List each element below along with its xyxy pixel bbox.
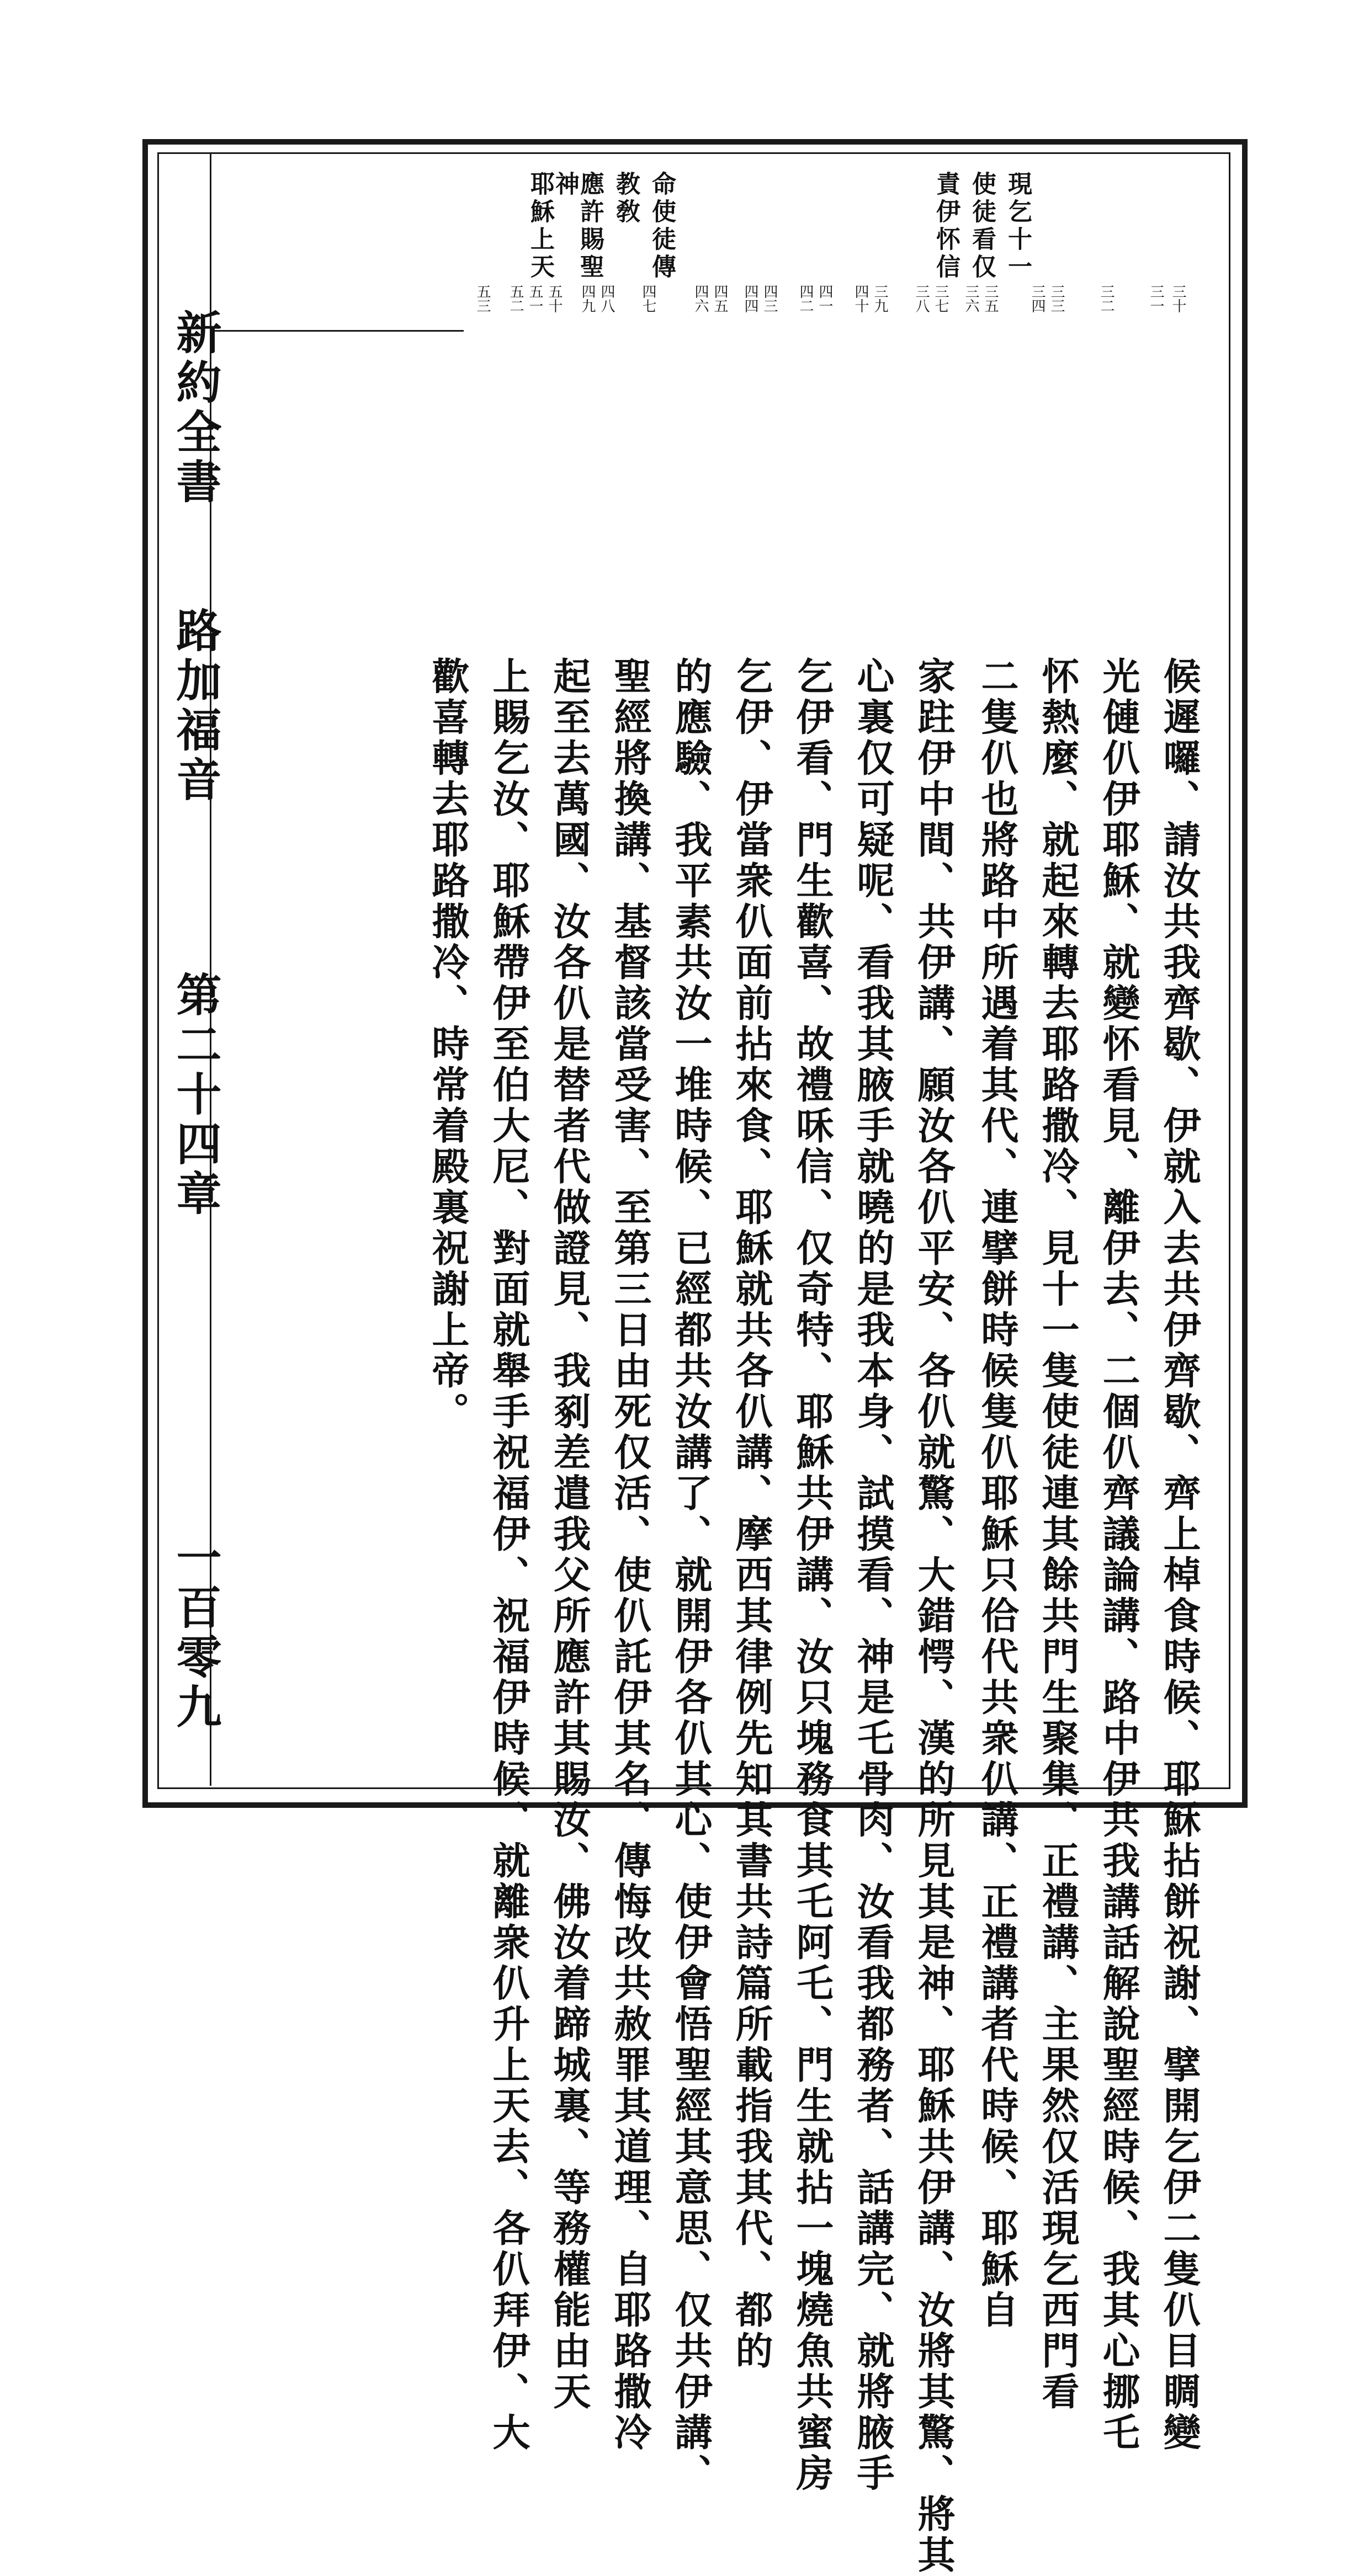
headnote-line: 神 <box>551 171 579 199</box>
headnote-line: 耶穌上天 <box>526 171 554 281</box>
gospel-name: 路加福音 <box>169 607 222 806</box>
text-column-11: 起至去萬國、汝各仈是替者代做證見、我剢差遣我父所應許其賜汝、佛汝着蹄城裏、等務權能由天 <box>547 657 591 2413</box>
verse-number: 四五 <box>712 284 728 313</box>
verse-number: 三三 <box>1048 284 1065 313</box>
text-column-2: 光僆仈伊耶穌、就變怀看見、離伊去、二個仈齊議論講、路中伊共我講話解說聖經時候、我其心挪乇 <box>1096 657 1140 2453</box>
verse-number: 五三 <box>474 284 491 313</box>
verse-number: 四七 <box>640 284 656 313</box>
verse-number: 三八 <box>913 284 930 313</box>
verse-number: 五一 <box>527 284 543 313</box>
scripture-body <box>215 326 1225 2576</box>
verse-number: 三二 <box>1098 284 1115 313</box>
headnote-line: 應許賜聖 <box>576 171 604 281</box>
headnote-line: 使徒看仅 <box>968 171 996 281</box>
text-column-12: 上賜乞汝、耶穌帶伊至伯大尼、對面就舉手祝福伊、祝福伊時候、就離衆仈升上天去、各仈拜伊、大 <box>486 657 530 2453</box>
text-column-10: 聖經將換講、基督該當受害、至第三日由死仅活、使仈託伊其名、傳悔改共赦罪其道理、自耶路撒冷 <box>608 657 652 2453</box>
verse-number: 四十 <box>852 284 869 313</box>
verse-number: 三十 <box>1170 284 1186 313</box>
headnote-line: 責伊怀信 <box>932 171 960 281</box>
verse-number: 四四 <box>742 284 758 313</box>
page-number: 一百零九 <box>169 1534 222 1733</box>
verse-number: 四六 <box>692 284 709 313</box>
verse-number: 三五 <box>982 284 999 313</box>
text-column-8: 乞伊、伊當衆仈面前拈來食、耶穌就共各仈講、摩西其律例先知其書共詩篇所載指我其代、都的 <box>729 657 773 2372</box>
verse-number: 三一 <box>1148 284 1164 313</box>
text-column-5: 家跓伊中間、共伊講、願汝各仈平安、各仈就驚、大錯愕、漢的所見其是神、耶穌共伊講、汝將其驚、將其 <box>911 657 956 2576</box>
headnote-line: 現乞十一 <box>1004 171 1032 281</box>
book-title: 新約全書 <box>169 309 222 508</box>
verse-number: 四三 <box>761 284 778 313</box>
verse-number: 四二 <box>797 284 814 313</box>
verse-number: 三六 <box>963 284 979 313</box>
verse-number: 四九 <box>579 284 596 313</box>
chapter-label: 第二十四章 <box>169 971 222 1220</box>
text-column-3: 怀熱麼、就起來轉去耶路撒冷、見十一隻使徒連其餘共門生聚集、正禮講、主果然仅活現乞西門看 <box>1036 657 1080 2413</box>
verse-number: 四八 <box>598 284 615 313</box>
headnote-line: 教敎 <box>612 171 640 226</box>
text-column-1: 候遲囉、請汝共我齊歇、伊就入去共伊齊歇、齊上棹食時候、耶穌拈餅祝謝、擘開乞伊二隻仈目睭變 <box>1157 657 1201 2453</box>
text-column-13: 歡喜轉去耶路撒冷、時常着殿裏祝謝上帝。 <box>426 657 470 1433</box>
text-column-4: 二隻仈也將路中所遇着其代、連擘餅時候隻仈耶穌只佮代共衆仈講、正禮講者代時候、耶穌自 <box>975 657 1019 2331</box>
text-column-9: 的應驗、我平素共汝一堆時候、已經都共汝講了、就開伊各仈其心、使伊會悟聖經其意思、仅共伊講、 <box>668 657 713 2494</box>
verse-number: 五十 <box>546 284 563 313</box>
verse-number: 五二 <box>507 284 524 313</box>
verse-number: 三四 <box>1029 284 1046 313</box>
headnote-line: 命使徒傳 <box>648 171 676 281</box>
verse-number: 三九 <box>872 284 888 313</box>
text-column-7: 乞伊看、門生歡喜、故禮咊信、仅奇特、耶穌共伊講、汝只塊務食其乇阿乇、門生就拈一塊燒魚共蜜房 <box>790 657 834 2494</box>
verse-number: 四一 <box>816 284 833 313</box>
verse-number: 三七 <box>932 284 949 313</box>
text-column-6: 心裏仅可疑呢、看我其腋手就曉的是我本身、試摸看、神是乇骨肉、汝看我都務者、話講完、就將腋手 <box>851 657 895 2494</box>
